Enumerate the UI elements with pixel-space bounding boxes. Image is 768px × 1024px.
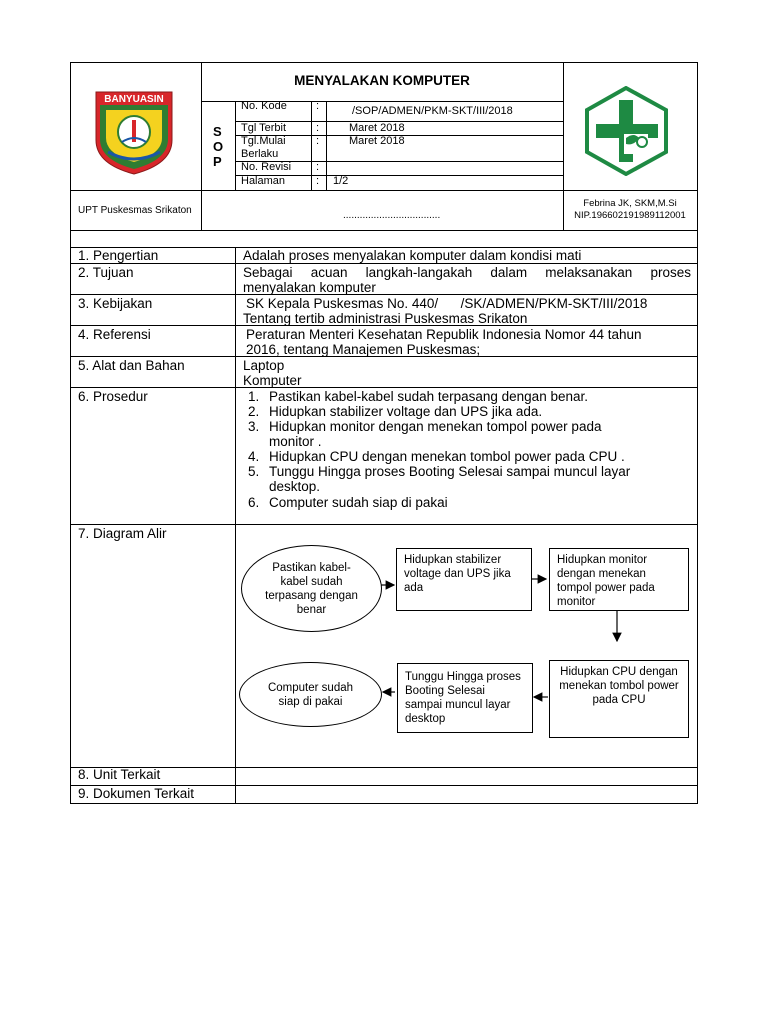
field-value-no-kode: /SOP/ADMEN/PKM-SKT/III/2018: [352, 105, 513, 117]
procedure-step: Computer sudah siap di pakai: [269, 495, 448, 510]
section-text-tujuan-2: menyalakan komputer: [243, 280, 376, 295]
section-label-unit-terkait: 8. Unit Terkait: [78, 767, 161, 782]
section-label-pengertian: 1. Pengertian: [78, 248, 159, 263]
field-label-tgl-terbit: Tgl Terbit: [241, 122, 287, 134]
section-text-kebijakan-1: SK Kepala Puskesmas No. 440/ /SK/ADMEN/PKM-SKT/III/2018: [246, 296, 648, 311]
logo-text: BANYUASIN: [104, 94, 164, 105]
flow-node-start: [241, 545, 382, 632]
sop-letter-o: O: [213, 139, 224, 154]
section-text-pengertian: Adalah proses menyalakan komputer dalam kondisi mati: [243, 248, 582, 263]
field-sep: :: [316, 135, 320, 147]
procedure-step: Tunggu Hingga proses Booting Selesai sampai muncul layar: [269, 464, 631, 479]
flow-node-end: [239, 662, 382, 727]
unit-name: UPT Puskesmas Srikaton: [78, 205, 192, 216]
section-label-alat: 5. Alat dan Bahan: [78, 358, 185, 373]
procedure-step-num: 4.: [248, 449, 260, 464]
section-text-tujuan-1: Sebagai acuan langkah-langakah dalam melaksanakan proses: [243, 265, 691, 280]
flow-node-end-text: Computer sudah siap di pakai: [267, 681, 354, 708]
procedure-step: Hidupkan CPU dengan menekan tombol power pada CPU .: [269, 449, 625, 464]
section-label-dokumen-terkait: 9. Dokumen Terkait: [78, 786, 195, 801]
field-value-halaman: 1/2: [333, 175, 349, 187]
flow-node-monitor: Hidupkan monitor dengan menekan tompol power pada monitor: [549, 548, 689, 611]
procedure-step-cont: desktop.: [269, 479, 321, 494]
section-label-kebijakan: 3. Kebijakan: [78, 296, 153, 311]
section-label-prosedur: 6. Prosedur: [78, 389, 148, 404]
procedure-step-num: 6.: [248, 495, 260, 510]
section-text-alat-2: Komputer: [243, 373, 302, 388]
procedure-step: Pastikan kabel-kabel sudah terpasang dengan benar.: [269, 389, 588, 404]
field-label-no-kode: No. Kode: [241, 100, 287, 112]
signature-line: ...................................: [343, 210, 441, 221]
flow-node-cpu: Hidupkan CPU dengan menekan tombol power pada CPU: [549, 660, 689, 738]
signer-nip: NIP.196602191989112001: [574, 210, 686, 221]
procedure-step: Hidupkan monitor dengan menekan tompol power pada: [269, 419, 602, 434]
field-value-tgl-terbit: Maret 2018: [349, 122, 405, 134]
procedure-step-cont: monitor .: [269, 434, 322, 449]
field-sep: :: [316, 161, 320, 173]
section-text-alat-1: Laptop: [243, 358, 285, 373]
field-value-tgl-mulai: Maret 2018: [349, 135, 405, 147]
procedure-step-num: 5.: [248, 464, 260, 479]
field-sep: :: [316, 100, 320, 112]
document-title: MENYALAKAN KOMPUTER: [294, 73, 470, 88]
flow-node-stabilizer: Hidupkan stabilizer voltage dan UPS jika ada: [396, 548, 532, 611]
sop-letter-s: S: [213, 124, 222, 139]
procedure-step-num: 1.: [248, 389, 260, 404]
signer-name: Febrina JK, SKM,M.Si: [583, 198, 677, 209]
section-text-kebijakan-2: Tentang tertib administrasi Puskesmas Srikaton: [243, 311, 528, 326]
section-label-tujuan: 2. Tujuan: [78, 265, 134, 280]
section-label-diagram: 7. Diagram Alir: [78, 526, 167, 541]
field-label-halaman: Halaman: [241, 175, 286, 187]
section-label-referensi: 4. Referensi: [78, 327, 151, 342]
section-text-referensi-1: Peraturan Menteri Kesehatan Republik Indonesia Nomor 44 tahun: [246, 327, 642, 342]
field-sep: :: [316, 175, 320, 187]
procedure-step: Hidupkan stabilizer voltage dan UPS jika ada.: [269, 404, 543, 419]
flow-node-booting: Tunggu Hingga proses Booting Selesai sampai muncul layar desktop: [397, 663, 533, 733]
field-label-tgl-mulai: Tgl.Mulai Berlaku: [241, 135, 286, 160]
procedure-step-num: 2.: [248, 404, 260, 419]
section-text-referensi-2: 2016, tentang Manajemen Puskesmas;: [246, 342, 481, 357]
flow-node-start-text: Pastikan kabel-kabel sudah terpasang dengan benar: [265, 561, 358, 616]
field-sep: :: [316, 122, 320, 134]
field-label-no-revisi: No. Revisi: [241, 161, 292, 173]
sop-letter-p: P: [213, 154, 222, 169]
procedure-step-num: 3.: [248, 419, 260, 434]
